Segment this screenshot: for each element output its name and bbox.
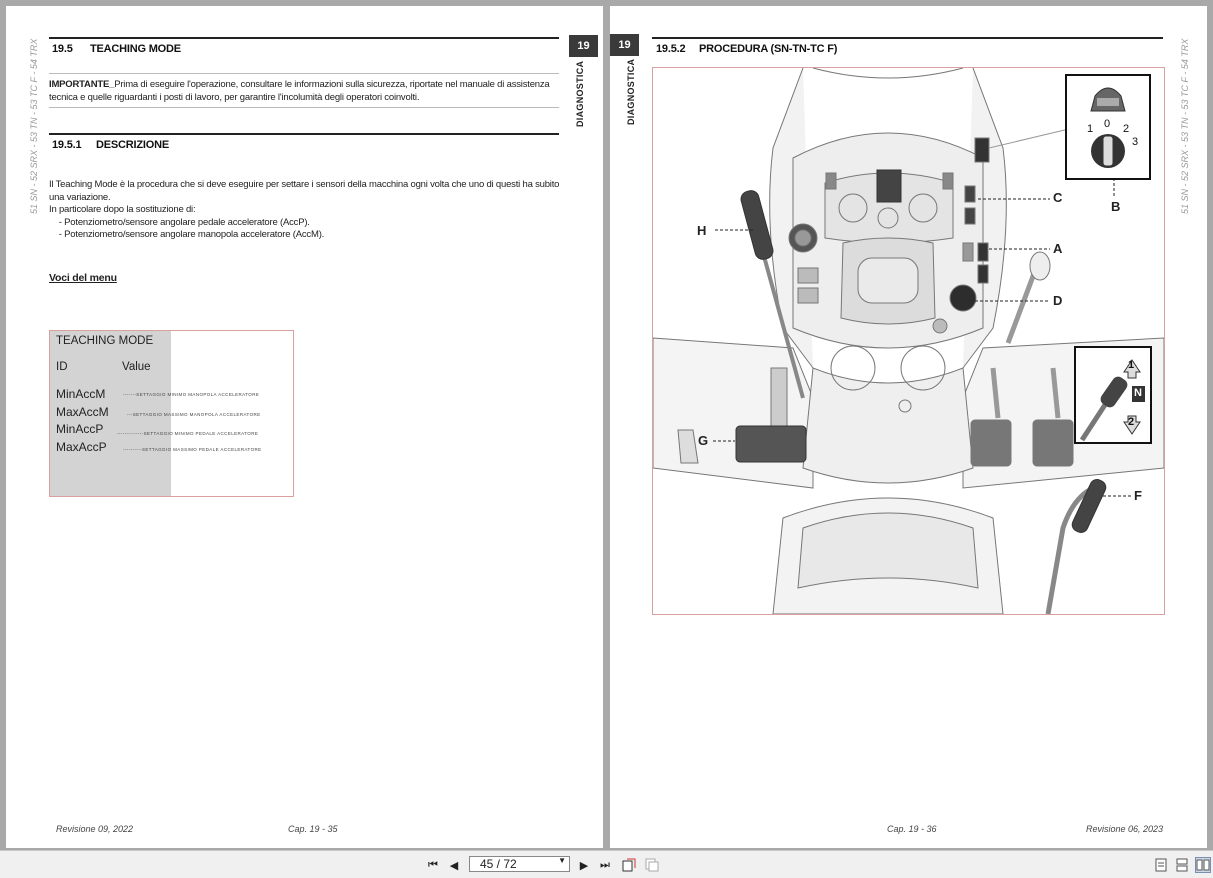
body-line: Il Teaching Mode è la procedura che si deve eseguire per settare i sensori della macchina ogni volta che uno di questi ha subito bbox=[49, 179, 560, 190]
viewer-toolbar bbox=[0, 850, 1213, 878]
ignition-key-inset bbox=[1065, 74, 1151, 180]
page-selector[interactable] bbox=[469, 856, 570, 872]
section-rule bbox=[49, 37, 559, 39]
key-position-0: 0 bbox=[1104, 118, 1111, 130]
important-label: IMPORTANTE_ bbox=[49, 79, 115, 90]
section-title: TEACHING MODE bbox=[90, 43, 181, 55]
menu-note: --------------SETTAGGIO MINIMO PEDALE ACCELERATORE bbox=[117, 431, 259, 436]
page-indicator: 45 / 72 bbox=[480, 857, 517, 871]
menu-title: TEACHING MODE bbox=[56, 335, 154, 347]
copy-page-icon[interactable] bbox=[644, 857, 660, 873]
body-line: una variazione. bbox=[49, 191, 111, 203]
footer-page-number: Cap. 19 - 35 bbox=[288, 824, 338, 834]
teaching-mode-menu bbox=[49, 330, 294, 497]
model-sidebar-text: 51 SN - 52 SRX - 53 TN - 53 TC F - 54 TRX bbox=[1180, 38, 1190, 214]
subsection-title: PROCEDURA (SN-TN-TC F) bbox=[699, 43, 838, 55]
important-note bbox=[49, 79, 564, 104]
operator-console-illustration bbox=[652, 67, 1165, 615]
menu-item-max-accm: MaxAccM bbox=[56, 405, 109, 419]
previous-page-icon[interactable]: ◀ bbox=[449, 859, 459, 872]
menu-item-min-accp: MinAccP bbox=[56, 422, 104, 436]
divider bbox=[49, 107, 559, 108]
single-page-view-icon[interactable] bbox=[1153, 857, 1169, 873]
two-page-view-icon[interactable] bbox=[1195, 857, 1211, 873]
model-sidebar-text: 51 SN - 52 SRX - 53 TN - 53 TC F - 54 TRX bbox=[29, 38, 39, 214]
subsection-rule bbox=[49, 133, 559, 135]
subsection-title: DESCRIZIONE bbox=[96, 139, 169, 151]
footer-page-number: Cap. 19 - 36 bbox=[887, 824, 937, 834]
callout-a: A bbox=[1053, 241, 1063, 256]
left-page bbox=[6, 6, 603, 848]
callout-c: D bbox=[1053, 293, 1063, 308]
chapter-label: DIAGNOSTICA bbox=[626, 58, 636, 125]
footer-revision: Revisione 09, 2022 bbox=[56, 824, 134, 834]
important-line-1: Prima di eseguire l'operazione, consultare le informazioni sulla sicurezza, riportate nel manuale di assistenza bbox=[114, 79, 550, 90]
menu-item-min-accm: MinAccM bbox=[56, 387, 106, 401]
callout-g: G bbox=[698, 433, 709, 448]
subsection-number: 19.5.2 bbox=[656, 43, 686, 55]
description-text bbox=[49, 179, 569, 242]
divider bbox=[49, 73, 559, 74]
callout-b: B bbox=[1111, 199, 1121, 214]
right-page bbox=[610, 6, 1207, 848]
chapter-label: DIAGNOSTICA bbox=[575, 60, 585, 127]
menu-col-value: Value bbox=[122, 361, 151, 373]
menu-col-id: ID bbox=[56, 361, 68, 373]
gear-label-2: 2 bbox=[1128, 416, 1135, 428]
callout-h: H bbox=[697, 223, 707, 238]
gear-label-1: 1 bbox=[1128, 359, 1135, 371]
next-page-icon[interactable]: ▶ bbox=[579, 859, 589, 872]
rotate-page-icon[interactable] bbox=[621, 857, 637, 873]
subsection-rule bbox=[652, 37, 1163, 39]
continuous-view-icon[interactable] bbox=[1174, 857, 1190, 873]
key-position-3: 3 bbox=[1132, 136, 1139, 148]
menu-item-max-accp: MaxAccP bbox=[56, 440, 107, 454]
section-number: 19.5 bbox=[52, 43, 73, 55]
callout-d: C bbox=[1053, 190, 1063, 205]
menu-note: ---SETTAGGIO MASSIMO MANOPOLA ACCELERATORE bbox=[127, 412, 261, 417]
menu-note: -------SETTAGGIO MINIMO MANOPOLA ACCELERATORE bbox=[123, 392, 260, 397]
subsection-number: 19.5.1 bbox=[52, 139, 82, 151]
chapter-badge: 19 bbox=[610, 34, 639, 56]
body-line: In particolare dopo la sostituzione di: bbox=[49, 204, 196, 215]
callout-f: F bbox=[1134, 488, 1142, 503]
key-position-1: 1 bbox=[1087, 123, 1094, 135]
chapter-badge: 19 bbox=[569, 35, 598, 57]
important-line-2: tecnica e quelle riguardanti i posti di lavoro, per garantire l'incolumità degli operatori coinvolti. bbox=[49, 91, 420, 103]
body-line: - Potenziometro/sensore angolare pedale acceleratore (AccP). bbox=[49, 216, 310, 228]
footer-revision: Revisione 06, 2023 bbox=[1086, 824, 1164, 834]
gear-lever-inset bbox=[1074, 346, 1152, 444]
menu-heading: Voci del menu bbox=[49, 272, 117, 284]
dropdown-arrow-icon: ▼ bbox=[558, 856, 566, 865]
menu-note: ----------SETTAGGIO MASSIMO PEDALE ACCELERATORE bbox=[123, 447, 262, 452]
last-page-icon[interactable]: ⏭ bbox=[600, 858, 610, 871]
first-page-icon[interactable]: ⏮ bbox=[428, 858, 438, 871]
key-position-2: 2 bbox=[1123, 123, 1130, 135]
gear-label-n: N bbox=[1134, 387, 1142, 399]
body-line: - Potenziometro/sensore angolare manopola acceleratore (AccM). bbox=[49, 229, 325, 240]
